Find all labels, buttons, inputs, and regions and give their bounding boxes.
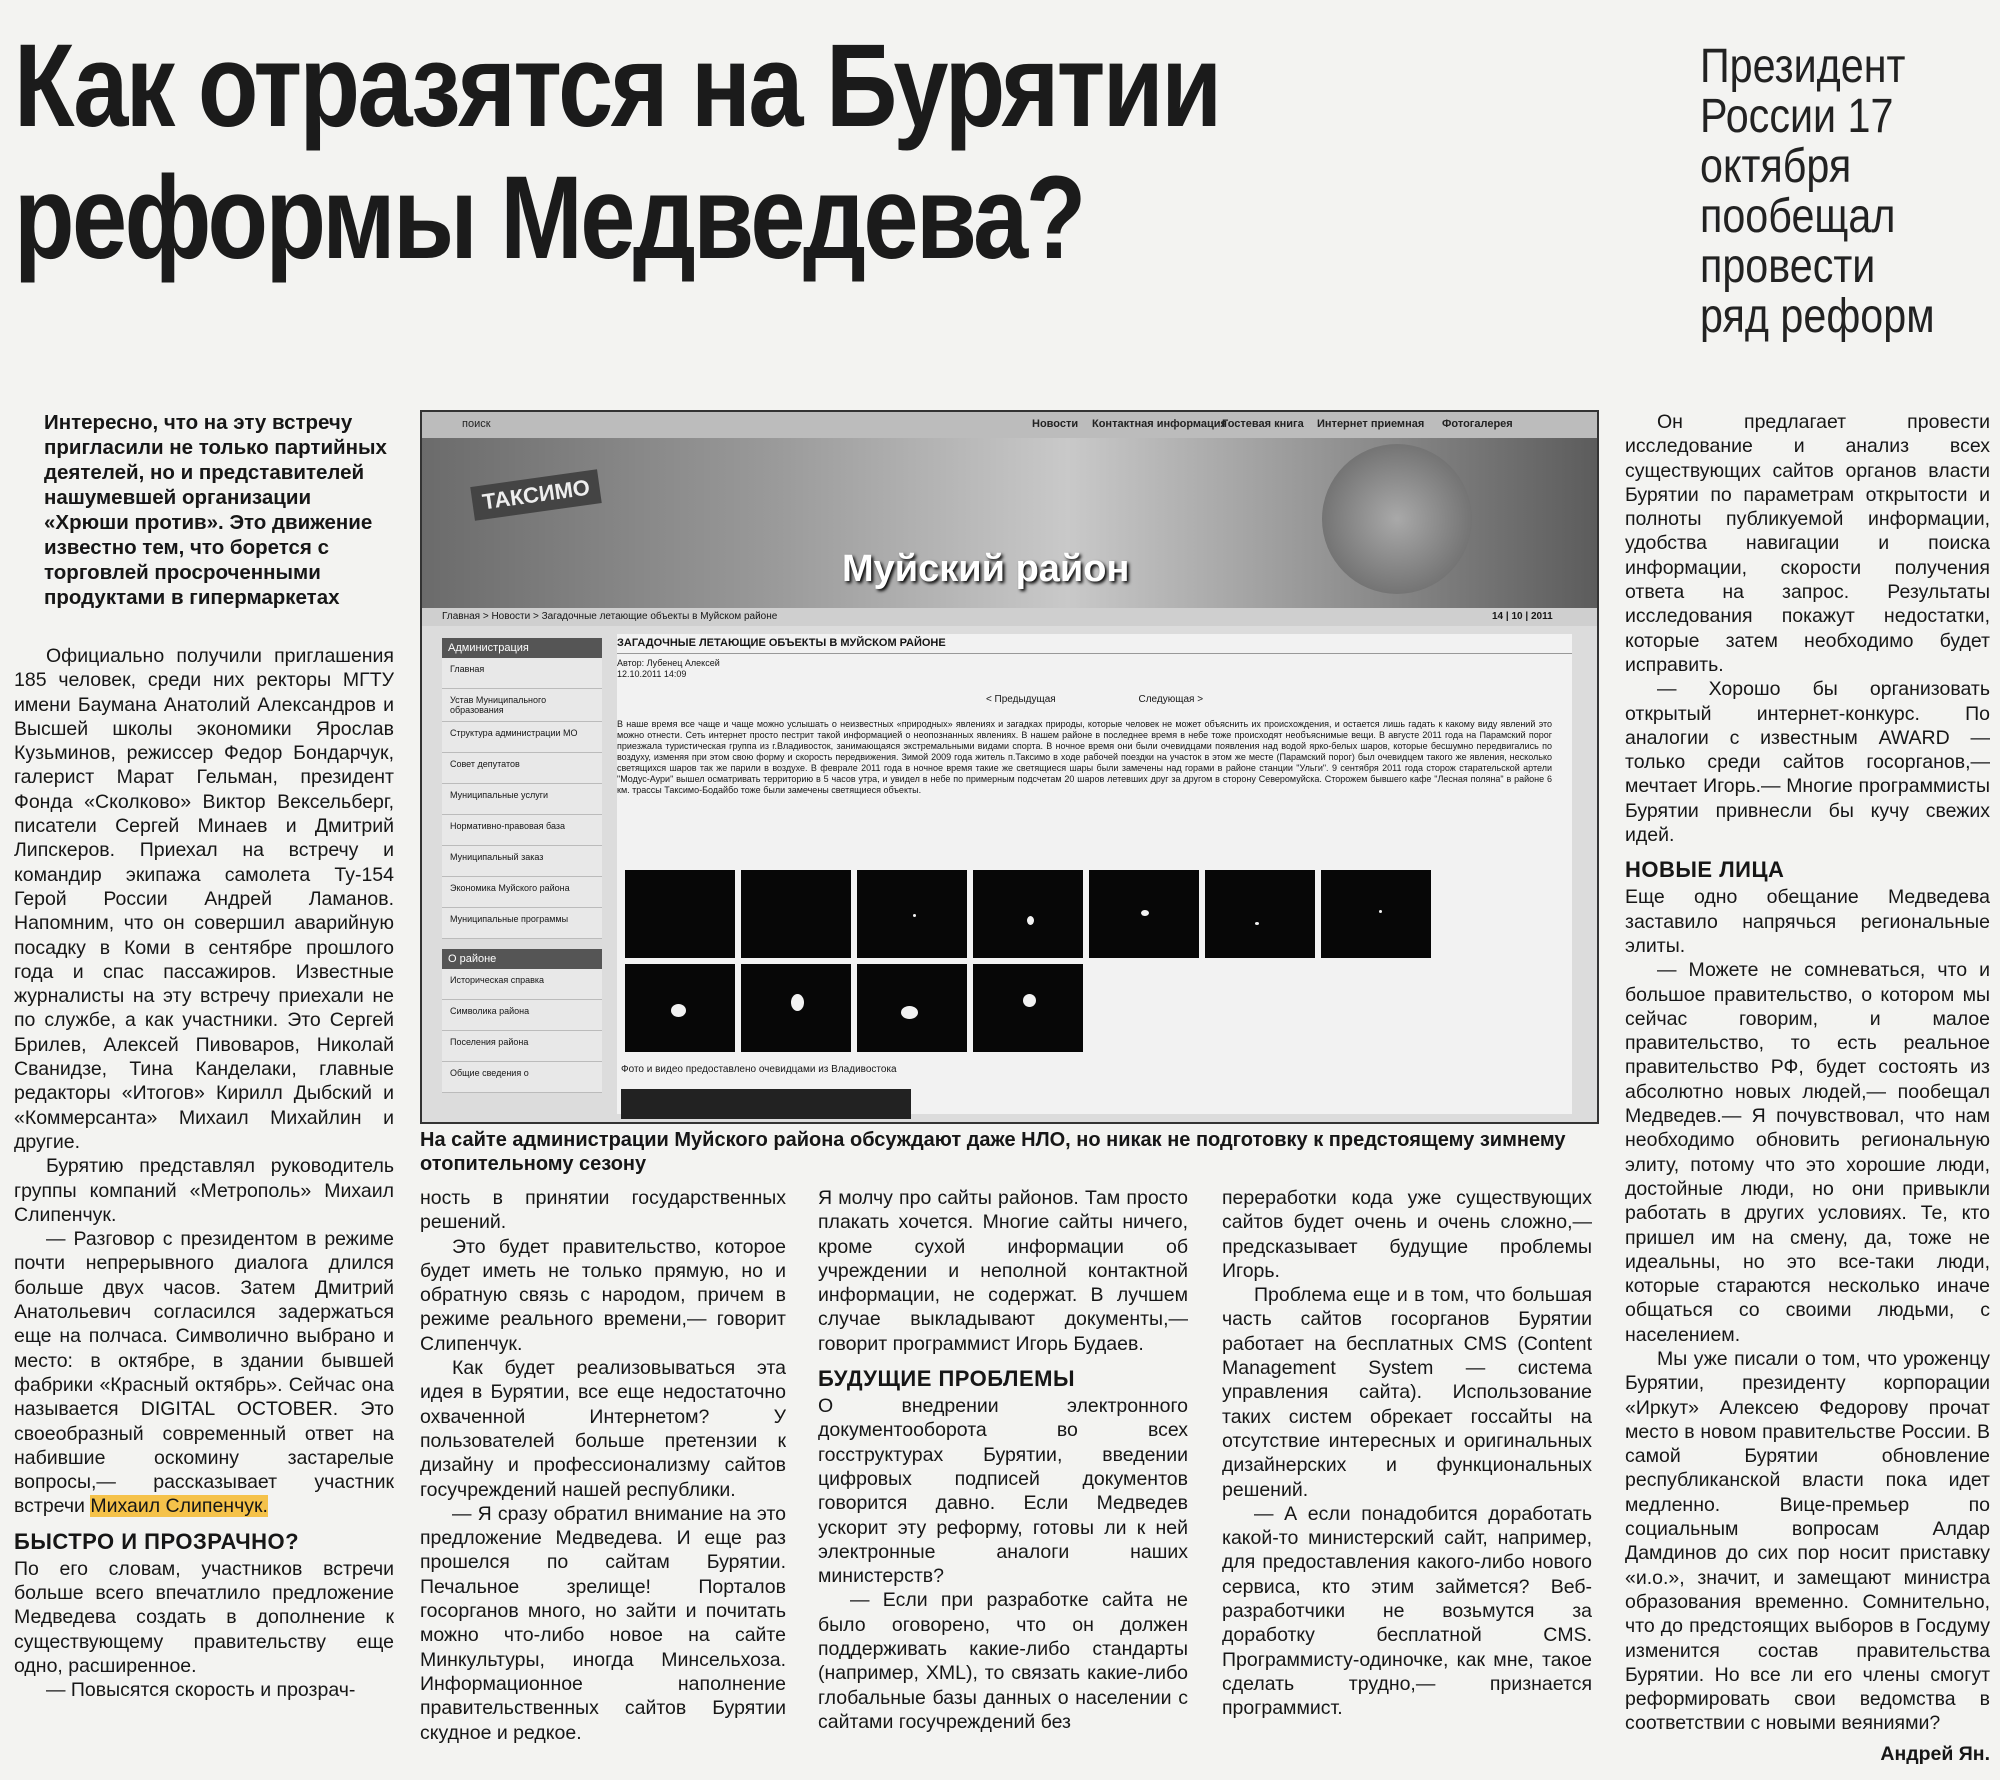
sidebar-item: Муниципальные услуги	[442, 784, 602, 815]
ufo-photo	[741, 964, 851, 1052]
site-menu-item: Фотогалерея	[1442, 418, 1513, 430]
section-heading: БУДУЩИЕ ПРОБЛЕМЫ	[818, 1366, 1076, 1392]
sidebar-item: Муниципальный заказ	[442, 846, 602, 877]
banner-sign: ТАКСИМО	[470, 469, 602, 521]
section-heading: НОВЫЕ ЛИЦА	[1625, 857, 1785, 883]
site-article-date: 12.10.2011 14:09	[617, 669, 687, 679]
headline-line-2: реформы Медведева?	[14, 152, 1084, 284]
paragraph: Это будет правительство, которое будет иметь не только прямую, но и обратную связь с народом, причем в режиме реального времени,— говорит Слипенчук.	[420, 1235, 786, 1355]
site-sidebar	[442, 634, 602, 1093]
site-menu-item: Новости	[1032, 418, 1079, 430]
site-search-label: поиск	[462, 418, 491, 430]
sidebar-item: Символика района	[442, 1000, 602, 1031]
author-signature: Андрей Ян.	[1880, 1742, 1990, 1765]
paragraph: — Можете не сомневаться, что и большое правительство, о котором мы сейчас говорим, и малое правительство, то есть реальное правительство РФ, будет состоять из абсолютно новых людей,— пообещал Медведев.— Я почувствовал, что нам необходимо обновить региональную элиту, потому что это хорошие люди, достойные люди, но они привыкли работать в других условиях. Те, кто пришел им на смену, да, тоже не идеальны, но это все-таки люди, которые стараются несколько иначе общаться со своими людьми, с населением.	[1625, 959, 1990, 1346]
paragraph: Официально получили приглашения 185 человек, среди них ректоры МГТУ имени Баумана Анатолий Александров и Высшей школы экономики Ярослав Кузьминов, режиссер Федор Бондарчук, галерист Марат Гельман, президент Фонда «Сколково» Виктор Вексельберг, писатели Сергей Минаев и Дмитрий Липскеров. Приехал на встречу и командир экипажа самолета Ту-154 Герой России Андрей Ламанов. Напомним, что он совершил аварийную посадку в Коми в сентябре прошлого года и спас пассажиров. Известные журналисты на эту встречу приехали не по службе, а как участники. Это Сергей Брилев, Алексей Пивоваров, Николай Сванидзе, Тина Канделаки, главные редакторы «Итогов» Кирилл Дыбский и «Коммерсанта» Михаил Михайлин и другие.	[14, 645, 394, 1153]
paragraph: — Повысятся скорость и прозрач-	[46, 1679, 356, 1702]
paragraph: Бурятию представлял руководитель группы компаний «Метрополь» Михаил Слипенчук.	[14, 1155, 394, 1226]
site-breadcrumb	[422, 608, 1597, 626]
headline	[14, 20, 1375, 284]
sidebar-item: Экономика Муйского района	[442, 877, 602, 908]
site-banner	[422, 438, 1597, 608]
ufo-photo	[1321, 870, 1431, 958]
paragraph: — А если понадобится доработать какой-то министерский сайт, например, для предоставления какого-либо нового сервиса, кто этим займется? Веб-разработчики не возьмутся за доработку бесплатной CMS. Программисту-одиночке, как мне, такое сделать трудно,— признается программист.	[1222, 1502, 1592, 1720]
section-heading: БЫСТРО И ПРОЗРАЧНО?	[14, 1528, 300, 1554]
next-link: Следующая >	[1138, 694, 1204, 705]
highlighted-name: Михаил Слипенчук.	[90, 1495, 268, 1518]
site-menu-item: Интернет приемная	[1317, 418, 1425, 430]
paragraph-text: — Разговор с президентом в режиме почти непрерывного диалога длился больше двух часов. Затем Дмитрий Анатольевич согласился задержаться еще на полчаса. Символично выбрано и место: в октябре, в здании бывшей фабрики «Красный октябрь». Сейчас она называется DIGITAL OCTOBER. Это своеобразный современный ответ на набившие оскомину застарелые вопросы,— рассказывает участник встречи	[14, 1228, 394, 1518]
paragraph: Я молчу про сайты районов. Там просто плакать хочется. Многие сайты ничего, кроме сухой информации об учреждении и неполной контактной информации, не содержат. В лучшем случае выкладывают документы,— говорит программист Игорь Будаев.	[818, 1187, 1188, 1355]
paragraph: — Если при разработке сайта не было оговорено, что он должен поддерживать какие-либо стандарты (например, XML), то связать какие-либо глобальные базы данных о населении с сайтами госучреждений без	[818, 1589, 1188, 1733]
ufo-photo	[973, 870, 1083, 958]
site-article-title: ЗАГАДОЧНЫЕ ЛЕТАЮЩИЕ ОБЪЕКТЫ В МУЙСКОМ РАЙОНЕ	[617, 634, 1572, 654]
ufo-photo	[1089, 870, 1199, 958]
figure-caption: На сайте администрации Муйского района обсуждают даже НЛО, но никак не подготовку к предстоящему зимнему отопительному сезону	[420, 1129, 1566, 1175]
column-3	[818, 1186, 1188, 1776]
sidebar-item: Устав Муниципального образования	[442, 689, 602, 722]
banner-disc-image	[1322, 444, 1472, 594]
paragraph: Как будет реализовываться эта идея в Бурятии, все еще недостаточно охваченной Интернетом? У пользователей больше претензии к дизайну и профессионализму сайтов госучреждений нашей республики.	[420, 1357, 786, 1501]
paragraph: ность в принятии государственных решений.	[420, 1187, 786, 1234]
sidebar-item: Структура администрации МО	[442, 722, 602, 753]
paragraph: Еще одно обещание Медведева заставило напрячься региональные элиты.	[1625, 886, 1990, 957]
sidebar-item: Главная	[442, 658, 602, 689]
ufo-photo	[625, 870, 735, 958]
sidebar-item: Муниципальные программы	[442, 908, 602, 939]
sidebar-item: Общие сведения о	[442, 1062, 602, 1093]
column-2	[420, 1186, 786, 1776]
paragraph: Он предлагает провести исследование и анализ всех существующих сайтов органов власти Бурятии по параметрам открытости и полноты публикуемой информации, удобства навигации и поиска информации, скорости получения ответа на запрос. Результаты исследования покажут недостатки, которые затем необходимо будет исправить.	[1625, 411, 1990, 676]
site-menu-item: Гостевая книга	[1222, 418, 1304, 430]
deck: Президент России 17 октября пообещал провести ряд реформ	[1700, 40, 1935, 343]
site-article-author: Автор: Лубенец Алексей	[617, 658, 720, 668]
column-1	[14, 410, 394, 1775]
ufo-photo	[857, 870, 967, 958]
breadcrumb-text: Главная > Новости > Загадочные летающие объекты в Муйском районе	[442, 611, 778, 622]
banner-title: Муйский район	[842, 548, 1130, 590]
paragraph: переработки кода уже существующих сайтов будет очень и очень сложно,— предсказывает будущие проблемы Игорь.	[1222, 1187, 1592, 1282]
sidebar-item: Нормативно-правовая база	[442, 815, 602, 846]
site-date: 14 | 10 | 2011	[1492, 611, 1553, 622]
lead-paragraph: Интересно, что на эту встречу пригласили не только партийных деятелей, но и представителей нашумевшей организации «Хрюши против». Это движение известно тем, что борется с торговлей просроченными продуктами в гипермаркетах	[44, 411, 387, 609]
column-5	[1625, 410, 1990, 1775]
column-4	[1222, 1186, 1592, 1776]
paragraph: — Хорошо бы организовать открытый интернет-конкурс. По аналогии с известным AWARD — только среди сайтов госорганов,— мечтает Игорь.— Многие программисты Бурятии привнесли бы кучу свежих идей.	[1625, 678, 1990, 847]
ufo-photo	[741, 870, 851, 958]
photo-credit: Фото и видео предоставлено очевидцами из Владивостока	[621, 1064, 897, 1075]
sidebar-item: Совет депутатов	[442, 753, 602, 784]
site-article	[617, 634, 1572, 1114]
ufo-photo	[857, 964, 967, 1052]
paragraph: — Я сразу обратил внимание на это предложение Медведева. И еще раз прошелся по сайтам Бурятии. Печальное зрелище! Порталов госорганов много, но зайти и почитать можно что-либо новое на сайте Минкультуры, иногда Минсельхоза. Информационное наполнение правительственных сайтов Бурятии скудное и редкое.	[420, 1502, 786, 1744]
website-screenshot	[420, 410, 1599, 1124]
site-menu-item: Контактная информация	[1092, 418, 1227, 430]
video-block	[621, 1089, 911, 1119]
prev-link: < Предыдущая	[985, 694, 1056, 705]
paragraph: О внедрении электронного документооборота во всех госструктурах Бурятии, введении цифровых подписей документов говорится давно. Если Медведев ускорит эту реформу, готовы ли к ней электронные аналоги наших министерств?	[818, 1395, 1188, 1588]
ufo-photo	[973, 964, 1083, 1052]
ufo-photo	[1205, 870, 1315, 958]
site-top-bar	[422, 412, 1597, 439]
paragraph: По его словам, участников встречи больше всего впечатлило предложение Медведева создать в дополнение к существующему правительству еще одно, расширенное.	[14, 1557, 394, 1677]
sidebar-item: Поселения района	[442, 1031, 602, 1062]
sidebar-heading: О районе	[442, 949, 602, 969]
site-article-text: В наше время все чаще и чаще можно услышать о неизвестных «природных» явлениях и загадках природы, которые человек не может объяснить их происхождения, и остается лишь гадать к какому виду явлений это можно отнести. Сеть интернет просто пестрит такой информацией о неопознанных явлениях. В нашем районе в последнее время в небе тоже происходят необъяснимые вещи. В августе 2011 года на Парамский порог приезжала туристическая группа из г.Владивосток, занимающаяся экстремальными видами спорта. В ночное время они были очевидцами появления над водой ярко-белых шаров, которые бесшумно передвигались по воздуху, изменяя при этом свою форму и скорость передвижения. Зимой 2009 года житель п.Таксимо в ходе рабочей поездки на участок в этом же месте (Парамский порог) был очевидцем такого же явления, несколько светящихся шаров так же парили в воздухе. В феврале 2011 года в ночное время такие же светящиеся шары были замечены над горами в районе станции "Ульги". 9 сентября 2011 года сторож старательской артели "Модус-Аури" вышел осматривать территорию в 5 часов утра, и увидел в небе по примерным подсчетам 20 шаров летевших друг за другом в сторону Северомуйска. Сторожем бывшего кафе "Лесная поляна" в районе 6 км. трассы Таксимо-Бодайбо тоже были замечены светящиеся объекты.	[617, 719, 1552, 795]
headline-line-1: Как отразятся на Бурятии	[14, 20, 1220, 152]
ufo-photo	[625, 964, 735, 1052]
paragraph	[14, 1227, 394, 1519]
sidebar-item: Историческая справка	[442, 969, 602, 1000]
paragraph: Мы уже писали о том, что уроженцу Бурятии, президенту корпорации «Иркут» Алексею Федорову прочат место в новом правительстве России. В самой Бурятии обновление республиканской власти пока идет медленно. Вице-премьер по социальным вопросам Алдар Дамдинов до сих пор носит приставку «и.о.», значит, и замещают министра образования временно. Сомнительно, что до предстоящих выборов в Госдуму изменится состав правительства Бурятии. Но все ли его члены смогут реформировать свои ведомства в соответствии с новыми веяниями?	[1625, 1347, 1990, 1735]
site-article-nav	[617, 694, 1572, 705]
sidebar-heading: Администрация	[442, 638, 602, 658]
paragraph: Проблема еще и в том, что большая часть сайтов госорганов Бурятии работает на бесплатных CMS (Content Management System — система управления сайта). Использование таких систем обрекает госсайты на отсутствие интересных и оригинальных дизайнерских и функциональных решений.	[1222, 1284, 1592, 1501]
